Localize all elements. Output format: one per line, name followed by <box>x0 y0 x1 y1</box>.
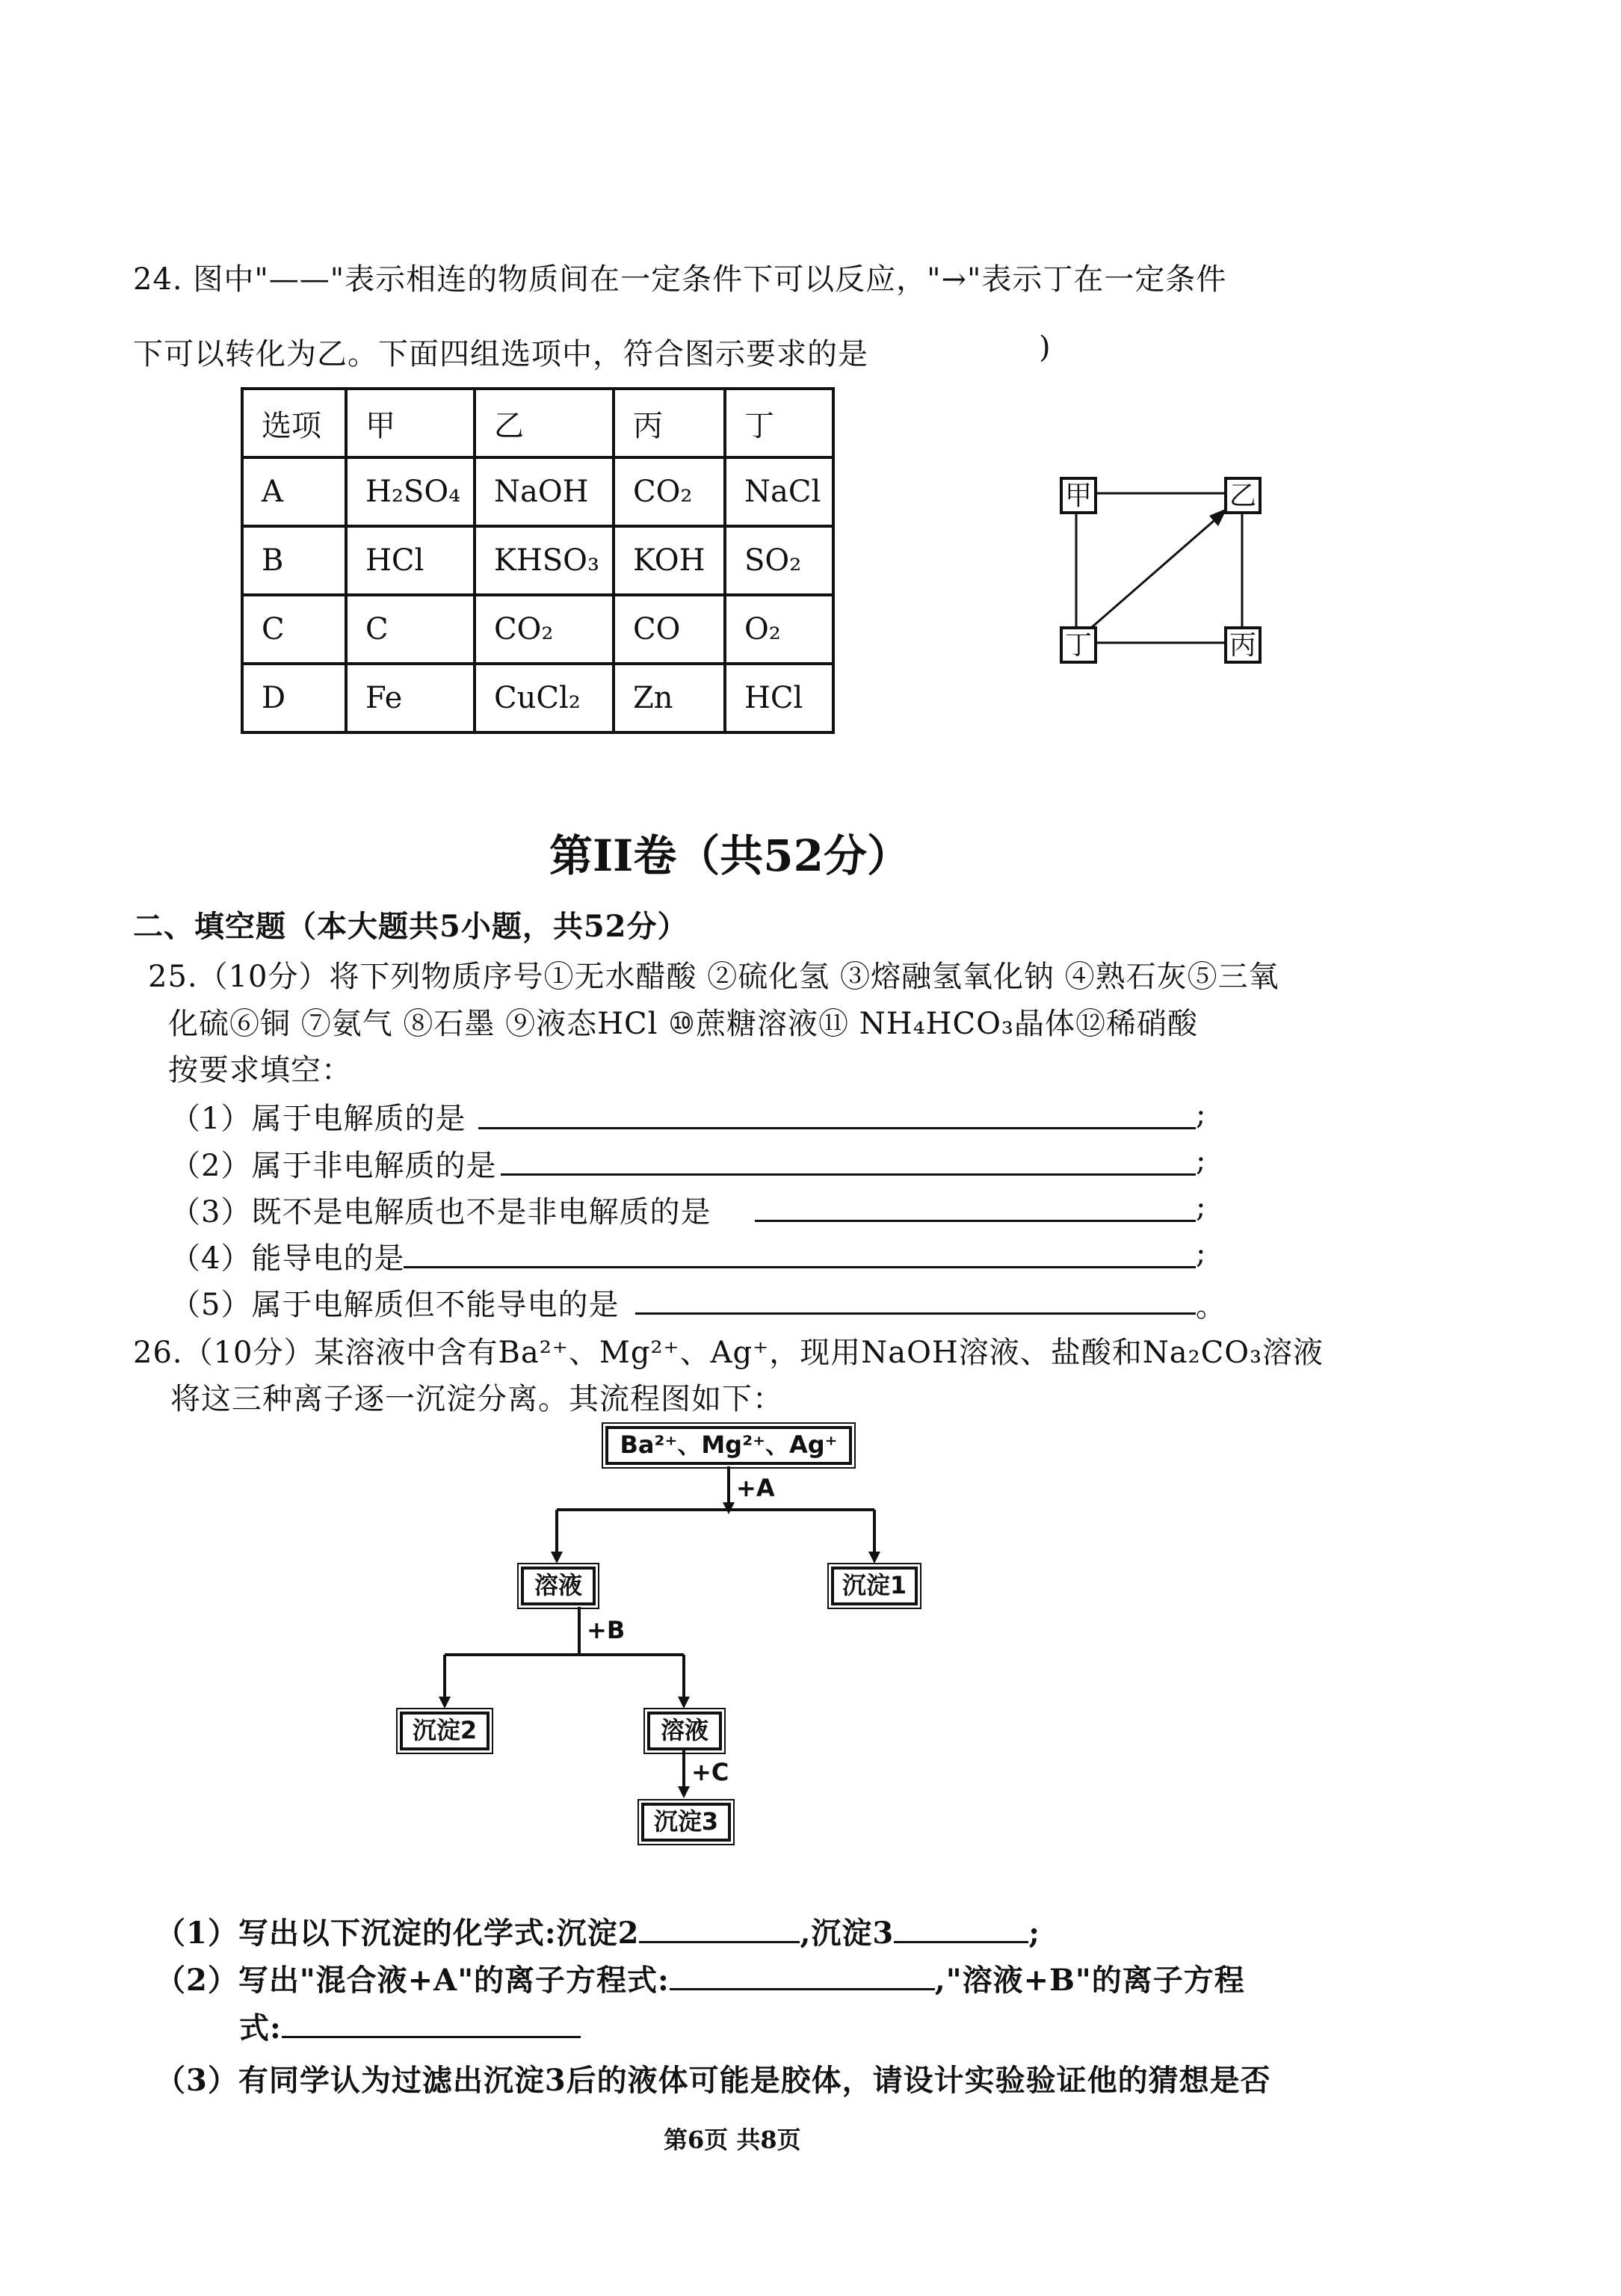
q24-line1: 24. 图中"——"表示相连的物质间在一定条件下可以反应，"→"表示丁在一定条件 <box>133 262 1227 297</box>
table-header-cell: 丙 <box>614 389 725 457</box>
q26-sub3: （3）有同学认为过滤出沉淀3后的液体可能是胶体，请设计实验验证他的猜想是否 <box>155 2063 1271 2098</box>
flow-solution-1: 溶液 <box>521 1567 596 1605</box>
table-cell: O₂ <box>725 595 833 664</box>
q26-line2: 将这三种离子逐一沉淀分离。其流程图如下： <box>170 1382 783 1416</box>
flow-precipitate-2: 沉淀2 <box>400 1712 490 1750</box>
table-cell: CO₂ <box>475 595 614 664</box>
sub1-end: ; <box>1028 1916 1040 1951</box>
item-end: ; <box>1196 1236 1207 1271</box>
q26-sub1 <box>155 1910 1040 1952</box>
table-cell: CO₂ <box>614 457 725 526</box>
item-label: （1）属于电解质的是 <box>170 1102 466 1136</box>
q24-paren: ) <box>1039 330 1052 365</box>
page-footer: 第6页 共8页 <box>664 2126 801 2154</box>
item-label: （3）既不是电解质也不是非电解质的是 <box>170 1195 711 1229</box>
node-jia: 甲 <box>1060 477 1097 514</box>
table-cell: H₂SO₄ <box>346 457 475 526</box>
item-end: ; <box>1196 1190 1207 1224</box>
flow-precipitate-1: 沉淀1 <box>831 1567 918 1605</box>
q25-line3: 按要求填空： <box>168 1053 352 1087</box>
answer-blank-eq-b[interactable] <box>282 2036 581 2038</box>
table-cell: CuCl₂ <box>475 664 614 732</box>
flow-top-box: Ba²⁺、Mg²⁺、Ag⁺ <box>605 1426 852 1465</box>
table-cell: Zn <box>614 664 725 732</box>
table-cell: D <box>242 664 346 732</box>
q26-sub2-cont <box>239 2005 581 2047</box>
item-label: （4）能导电的是 <box>170 1241 405 1276</box>
table-cell: NaCl <box>725 457 833 526</box>
answer-blank-eq-a[interactable] <box>670 1988 935 1990</box>
node-ding: 丁 <box>1060 626 1097 664</box>
table-cell: HCl <box>346 526 475 595</box>
flow-plus-c: +C <box>691 1758 729 1786</box>
flow-solution-2: 溶液 <box>647 1712 722 1750</box>
table-header-cell: 丁 <box>725 389 833 457</box>
node-bing: 丙 <box>1224 626 1262 664</box>
q24-line2: 下可以转化为乙。下面四组选项中，符合图示要求的是 <box>133 337 868 371</box>
table-cell: Fe <box>346 664 475 732</box>
table-cell: CO <box>614 595 725 664</box>
q25-line1: 25.（10分）将下列物质序号①无水醋酸 ②硫化氢 ③熔融氢氧化钠 ④熟石灰⑤三氧 <box>148 960 1279 994</box>
section-heading: 二、填空题（本大题共5小题，共52分） <box>133 909 688 944</box>
table-cell: C <box>242 595 346 664</box>
sub2-label-a: （2）写出"混合液+A"的离子方程式: <box>155 1963 670 1998</box>
flow-plus-b: +B <box>587 1616 626 1644</box>
sub2-label-b: ,"溶液+B"的离子方程 <box>934 1963 1245 1998</box>
item-end: 。 <box>1196 1289 1226 1324</box>
item-end: ; <box>1196 1144 1207 1178</box>
item-label: （2）属于非电解质的是 <box>170 1149 497 1183</box>
item-label: （5）属于电解质但不能导电的是 <box>170 1288 620 1322</box>
sub2-label-c: 式: <box>239 2010 282 2046</box>
table-cell: HCl <box>725 664 833 732</box>
table-cell: KHSO₃ <box>475 526 614 595</box>
q25-line2: 化硫⑥铜 ⑦氨气 ⑧石墨 ⑨液态HCl ⑩蔗糖溶液⑪ NH₄HCO₃晶体⑫稀硝酸 <box>168 1007 1198 1041</box>
sub1-label-b: ,沉淀3 <box>800 1916 895 1951</box>
table-header-cell: 甲 <box>346 389 475 457</box>
flow-plus-a: +A <box>736 1474 775 1502</box>
table-cell: NaOH <box>475 457 614 526</box>
q26-line1: 26.（10分）某溶液中含有Ba²⁺、Mg²⁺、Ag⁺，现用NaOH溶液、盐酸和Na₂CO₃溶液 <box>133 1336 1324 1370</box>
table-cell: B <box>242 526 346 595</box>
item-end: ; <box>1196 1097 1207 1132</box>
q26-sub2 <box>155 1957 1245 1999</box>
sub1-label-a: （1）写出以下沉淀的化学式:沉淀2 <box>155 1916 640 1951</box>
answer-blank-ppt3[interactable] <box>894 1941 1028 1943</box>
table-header-cell: 选项 <box>242 389 346 457</box>
table-cell: A <box>242 457 346 526</box>
table-cell: SO₂ <box>725 526 833 595</box>
table-header-cell: 乙 <box>475 389 614 457</box>
table-cell: C <box>346 595 475 664</box>
flow-precipitate-3: 沉淀3 <box>641 1803 731 1842</box>
table-cell: KOH <box>614 526 725 595</box>
node-yi: 乙 <box>1224 477 1262 514</box>
answer-blank-ppt2[interactable] <box>639 1941 800 1943</box>
section-title: 第II卷（共52分） <box>549 830 910 881</box>
